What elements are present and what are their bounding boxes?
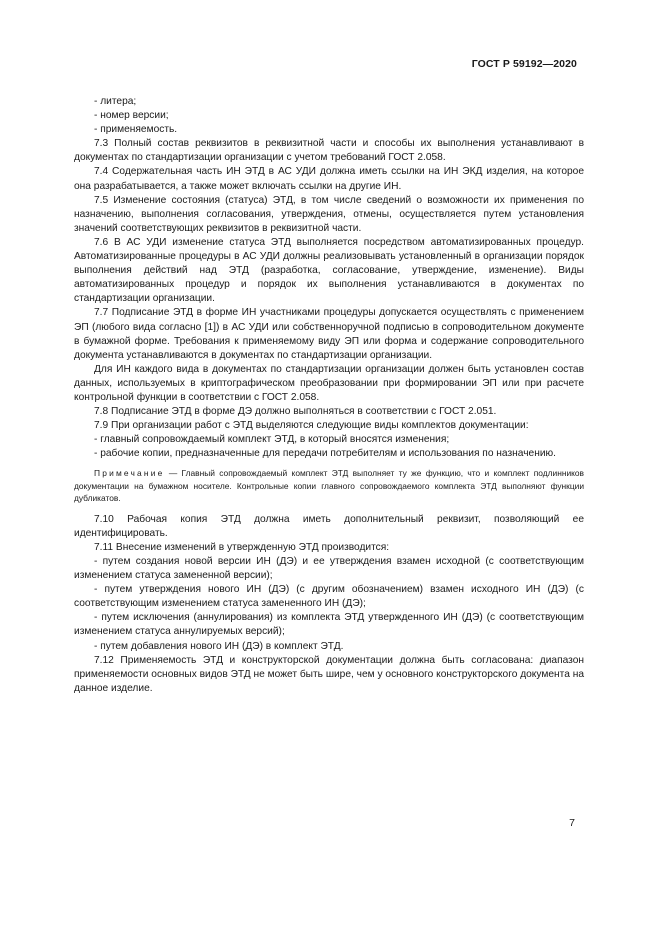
clause-7-7: 7.7 Подписание ЭТД в форме ИН участниками процедуры допускается осуществлять с применением ЭП (любого вида согласно [1]) в АС УДИ или собственноручной подписью в сопроводительном документе в бумажной форме. Требования к применяемому виду ЭП или форма и содержание сопроводительного документа устанавливаются в документах по стандартизации организации. bbox=[74, 307, 584, 361]
page-number: 7 bbox=[569, 817, 575, 829]
list-item: - путем исключения (аннулирования) из комплекта ЭТД утвержденного ИН (ДЭ) (с соответствующим изменением статуса аннулируемых версий); bbox=[74, 612, 584, 638]
note-label: Примечание bbox=[94, 468, 165, 479]
list-item: - номер версии; bbox=[94, 110, 169, 122]
list-item: - путем утверждения нового ИН (ДЭ) (с другим обозначением) взамен исходного ИН (ДЭ) (с соответствующим изменением статуса замененного ИН (ДЭ); bbox=[74, 584, 584, 610]
clause-7-4: 7.4 Содержательная часть ИН ЭТД в АС УДИ должна иметь ссылки на ИН ЭКД изделия, на которое она разрабатывается, а также может включать ссылки на другие ИН. bbox=[74, 166, 584, 192]
list-item: - путем добавления нового ИН (ДЭ) в комплект ЭТД. bbox=[94, 640, 344, 652]
list-item: - рабочие копии, предназначенные для передачи потребителям и использования по назначению. bbox=[94, 448, 556, 460]
list-item: - главный сопровождаемый комплект ЭТД, в который вносятся изменения; bbox=[94, 434, 450, 446]
clause-7-10: 7.10 Рабочая копия ЭТД должна иметь дополнительный реквизит, позволяющий ее идентифицировать. bbox=[74, 513, 584, 539]
clause-7-5: 7.5 Изменение состояния (статуса) ЭТД, в том числе сведений о возможности их применения по назначению, выполнения согласования, утверждения, отмены, осуществляется путем установления значений соответствующих реквизитов в реквизитной части. bbox=[74, 194, 584, 234]
clause-7-7-continued: Для ИН каждого вида в документах по стандартизации организации должен быть установлен состав данных, используемых в криптографическом преобразовании при формировании ЭП или при расчете контрольной функции в соответствии с ГОСТ 2.058. bbox=[74, 363, 584, 403]
clause-7-11: 7.11 Внесение изменений в утвержденную ЭТД производится: bbox=[94, 541, 390, 553]
standard-designation: ГОСТ Р 59192—2020 bbox=[471, 58, 577, 70]
list-item: - применяемость. bbox=[94, 124, 178, 136]
list-item: - путем создания новой версии ИН (ДЭ) и ее утверждения взамен исходной (с соответствующим изменением статуса замененной версии); bbox=[74, 555, 584, 582]
clause-7-8: 7.8 Подписание ЭТД в форме ДЭ должно выполняться в соответствии с ГОСТ 2.051. bbox=[94, 406, 497, 418]
clause-7-12: 7.12 Применяемость ЭТД и конструкторской документации должна быть согласована: диапазон применяемости основных видов ЭТД не может быть шире, чем у основного конструкторского документа на данное изделие. bbox=[74, 654, 584, 694]
document-body bbox=[74, 95, 584, 696]
clause-7-9: 7.9 При организации работ с ЭТД выделяются следующие виды комплектов документации: bbox=[94, 420, 529, 432]
list-item: - литера; bbox=[94, 96, 137, 107]
note-text: — Главный сопровождаемый комплект ЭТД выполняет ту же функцию, что и комплект подлинников документации на бумажном носителе. Контрольные копии главного сопровождаемого комплекта ЭТД выполняют функции дубликатов. bbox=[74, 468, 584, 504]
note bbox=[74, 467, 584, 504]
clause-7-3: 7.3 Полный состав реквизитов в реквизитной части и способы их выполнения устанавливают в документах по стандартизации организации с учетом требований ГОСТ 2.058. bbox=[74, 138, 584, 164]
clause-7-6: 7.6 В АС УДИ изменение статуса ЭТД выполняется посредством автоматизированных процедур. Автоматизированные процедуры в АС УДИ должны реализовывать установленный в организации порядок выполнения действий над ЭТД (разработка, согласование, утверждение, изменение). Виды автоматизированных процедур и порядок их выполнения устанавливаются в документах по стандартизации организации. bbox=[74, 236, 584, 305]
